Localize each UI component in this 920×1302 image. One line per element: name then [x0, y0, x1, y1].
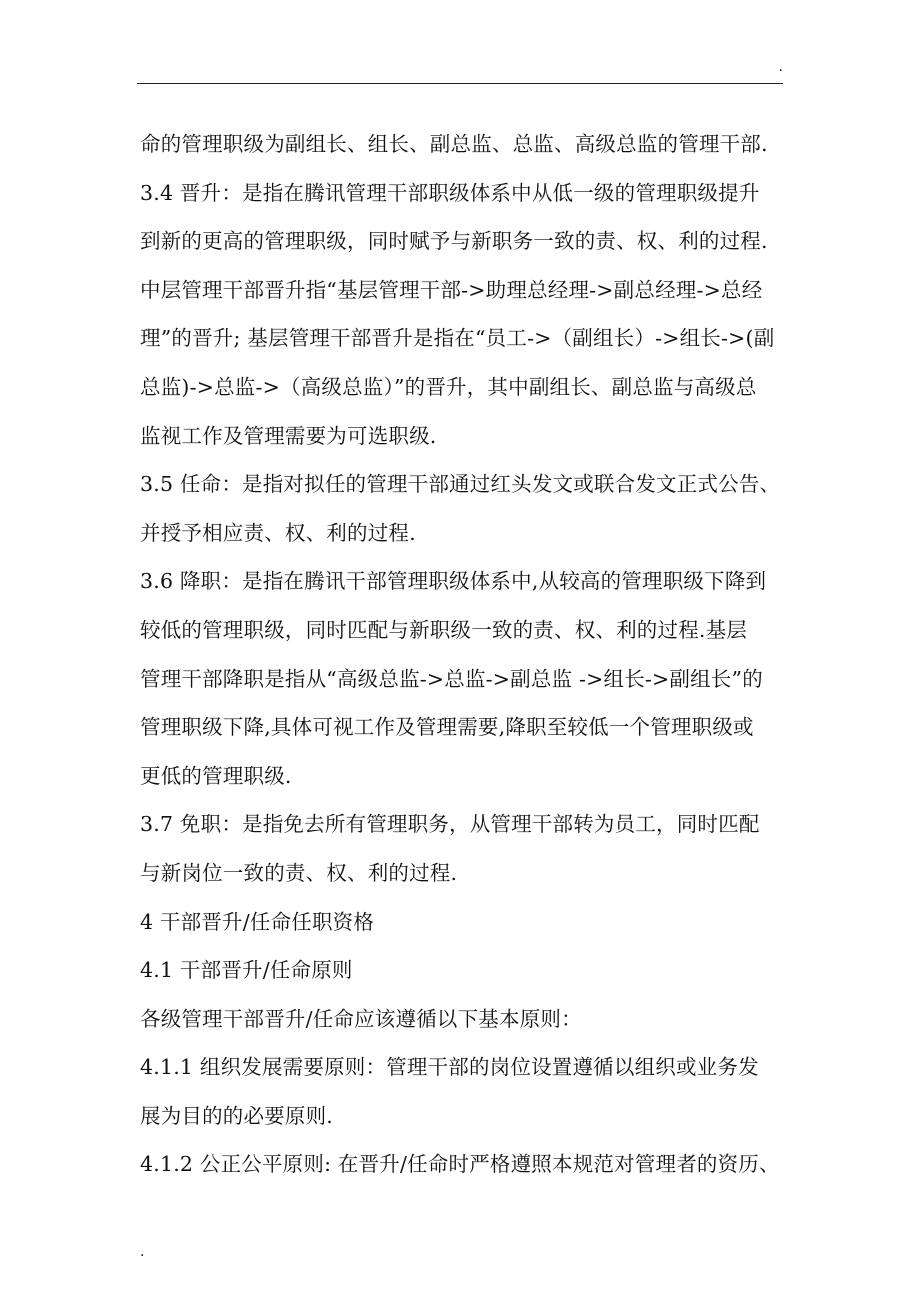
text-line: 4 干部晋升/任命任职资格: [140, 909, 375, 934]
text-line: 到新的更高的管理职级，同时赋予与新职务一致的责、权、利的过程.: [140, 229, 768, 254]
text-line: 4.1.2 公正公平原则: 在晋升/任命时严格遵照本规范对管理者的资历、: [140, 1152, 780, 1177]
text-line: 3.4 晋升：是指在腾讯管理干部职级体系中从低一级的管理职级提升: [140, 180, 760, 205]
text-line: 3.7 免职：是指免去所有管理职务，从管理干部转为员工，同时匹配: [140, 812, 760, 837]
text-line: 命的管理职级为副组长、组长、副总监、总监、高级总监的管理干部.: [140, 132, 768, 156]
text-line: 管理干部降职是指从“高级总监->总监->副总监 ->组长->副组长”的: [140, 666, 763, 691]
text-line: 3.5 任命：是指对拟任的管理干部通过红头发文或联合发文正式公告、: [140, 472, 781, 497]
text-line: 监视工作及管理需要为可选职级.: [140, 423, 437, 448]
text-line: 与新岗位一致的责、权、利的过程.: [140, 860, 458, 885]
header-mark: .: [778, 59, 783, 75]
text-line: 4.1.1 组织发展需要原则：管理干部的岗位设置遵循以组织或业务发: [140, 1055, 759, 1080]
text-line: 展为目的的必要原则.: [140, 1103, 334, 1128]
text-line: 管理职级下降,具体可视工作及管理需要,降职至较低一个管理职级或: [140, 715, 754, 740]
text-line: 较低的管理职级，同时匹配与新职级一致的责、权、利的过程.基层: [140, 617, 748, 642]
text-line: 并授予相应责、权、利的过程.: [140, 520, 416, 545]
text-line: 4.1 干部晋升/任命原则: [140, 958, 353, 983]
text-line: 中层管理干部晋升指“基层管理干部->助理总经理->副总经理->总经: [140, 277, 763, 302]
text-line: 理”的晋升; 基层管理干部晋升是指在“员工->（副组长）->组长->(副: [140, 326, 775, 351]
header-rule: [137, 83, 783, 84]
text-line: 更低的管理职级.: [140, 763, 292, 788]
text-line: 总监)->总监->（高级总监）”的晋升，其中副组长、副总监与高级总: [140, 374, 757, 399]
footer-mark: .: [140, 1244, 145, 1260]
text-line: 各级管理干部晋升/任命应该遵循以下基本原则：: [140, 1006, 582, 1031]
text-line: 3.6 降职：是指在腾讯干部管理职级体系中,从较高的管理职级下降到: [140, 569, 767, 594]
document-body: [140, 120, 790, 1189]
